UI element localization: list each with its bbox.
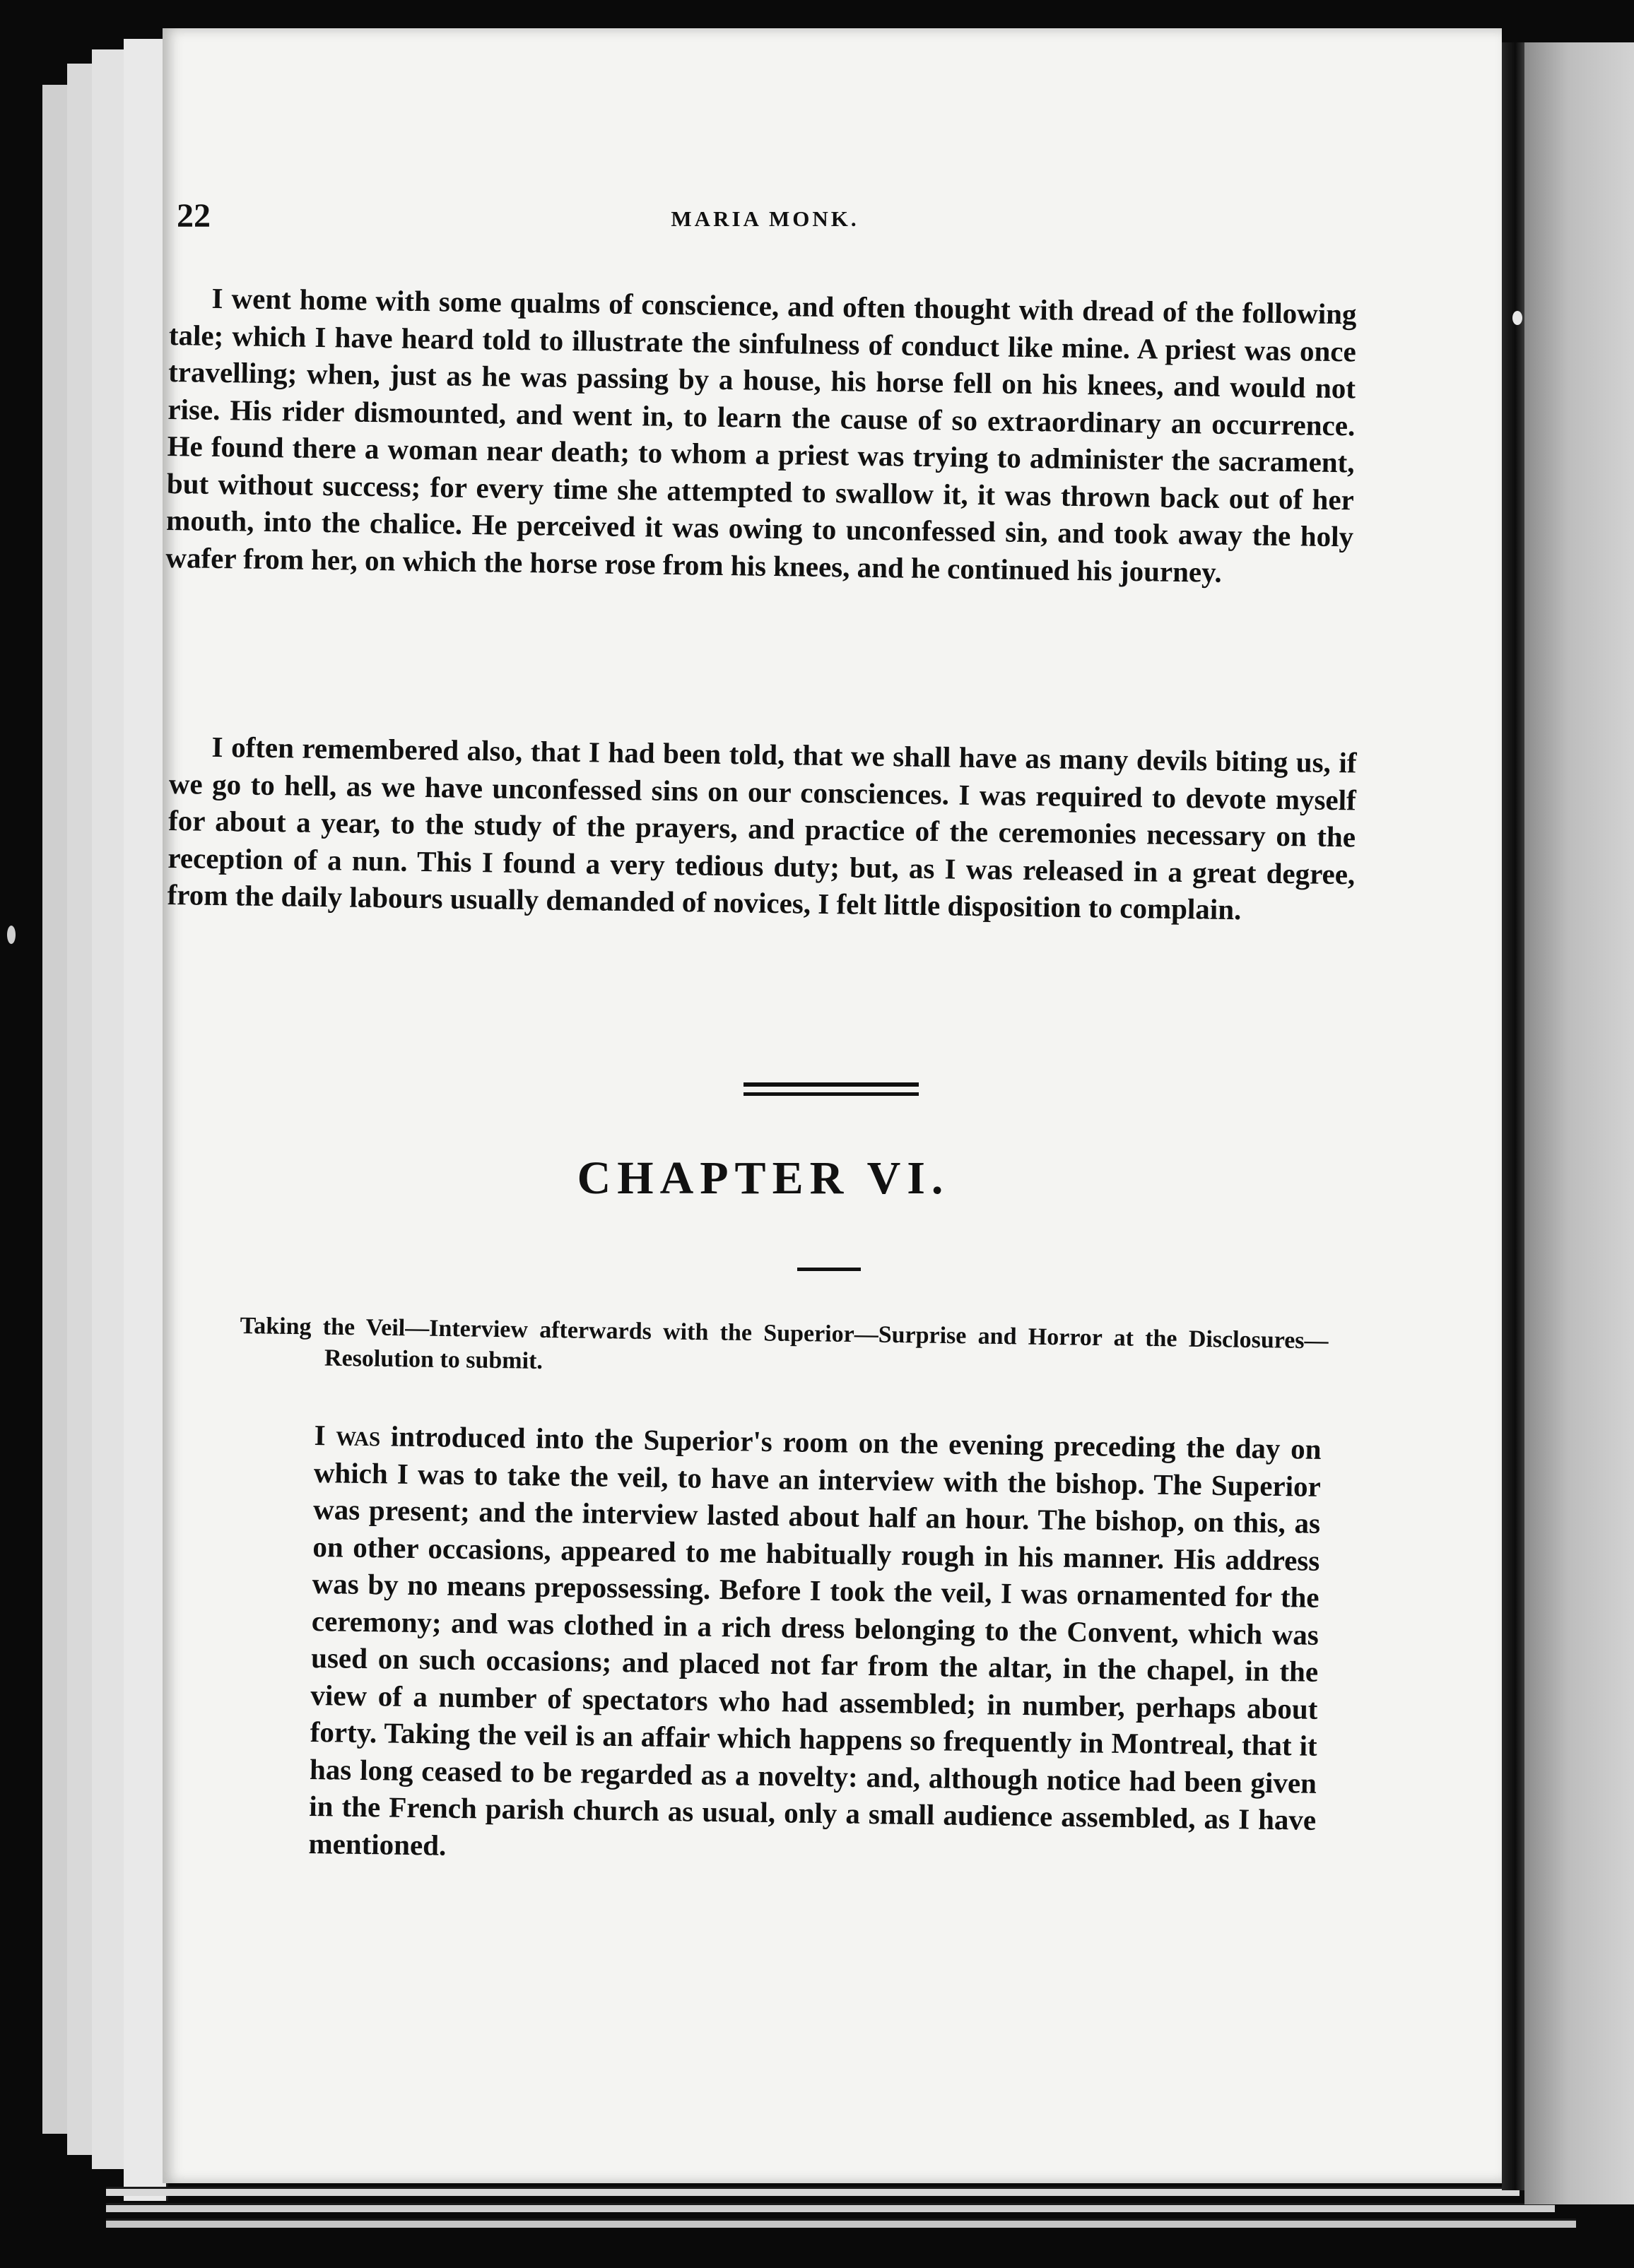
running-head (177, 196, 1353, 239)
body-paragraph: I often remembered also, that I had been told, that we shall have as many devils biting us, if we go to hell, as we have unconfessed sins on our consciences. I was required to devote myself for about a year, to the study of the prayers, and practice of the ceremonies necessary on the reception of a nun. This I found a very tedious duty; but, as I was released in a great degree, from the daily labours usually demanded of novices, I felt little disposition to complain. (167, 730, 1357, 926)
opening-paragraph-text: introduced into the Superior's room on the evening preceding the day on which I was to take the veil, to have an interview with the bishop. The Superior was present; and the interview lasted about half an hour. The bishop, on this, as on other occasions, appeared to me habitually rough in his manner. His address was by no means prepossessing. Before I took the veil, I was ornamented for the ceremony; and was clothed in a rich dress belonging to the Convent, which was used on such occasions; and placed not far from the altar, in the chapel, in the view of a number of spectators who had assembled; in number, perhaps about forty. Taking the veil is an affair which happens so frequently in Montreal, that it has long ceased to be regarded as a novelty: and, although notice had been given in the French parish church as usual, only a small audience assembled, as I have mentioned. (308, 1419, 1322, 1862)
book-gutter (1502, 42, 1524, 2190)
header-title: MARIA MONK. (671, 206, 859, 231)
scan-speck (1512, 311, 1522, 325)
page-bottom-edge (106, 2187, 1520, 2196)
section-divider-rule (743, 1082, 919, 1087)
chapter-synopsis: Taking the Veil—Interview afterwards with the Superior—Surprise and Horror at the Disclosures—Resolution to submit. (240, 1312, 1329, 1374)
page-number: 22 (177, 197, 211, 235)
chapter-opening-paragraph (308, 1417, 1322, 1876)
page-bottom-edge (106, 2203, 1555, 2212)
scan-speck (7, 926, 16, 944)
opening-small-caps: I was (314, 1418, 381, 1453)
chapter-heading: CHAPTER VI. (577, 1152, 950, 1204)
page-bottom-edge (106, 2219, 1576, 2228)
chapter-rule (797, 1268, 861, 1271)
page-edge (124, 39, 168, 2201)
section-divider-rule (743, 1092, 919, 1096)
facing-page-edge (1524, 42, 1634, 2204)
body-paragraph: I went home with some qualms of conscience, and often thought with dread of the following tale; which I have heard told to illustrate the sinfulness of conduct like mine. A priest was once travelling; when, just as he was passing by a house, his horse fell on his knees, and would not rise. His rider dismounted, and went in, to learn the cause of so extraordinary an occurrence. He found there a woman near death; to whom a priest was trying to administer the sacrament, but without success; for every time she attempted to swallow it, it was thrown back out of her mouth, into the chalice. He perceived it was owing to unconfessed sin, and took away the holy wafer from her, on which the horse rose from his knees, and he continued his journey. (165, 281, 1357, 589)
